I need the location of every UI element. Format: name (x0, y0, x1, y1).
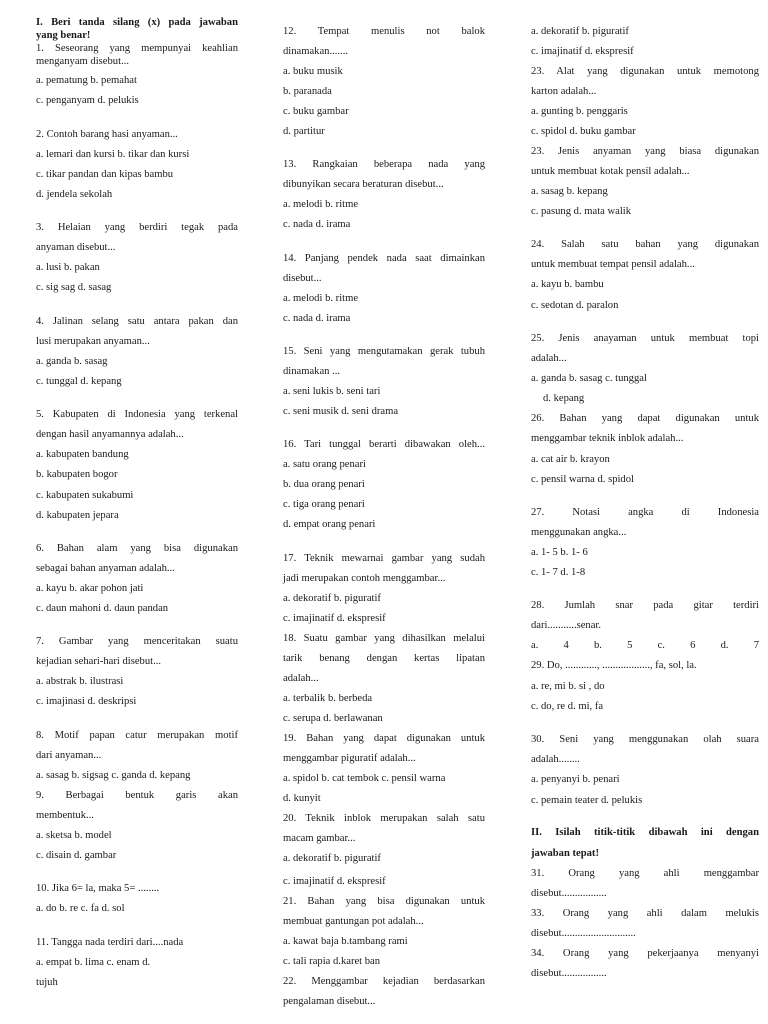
q19-option-d: d. kunyit (283, 793, 321, 804)
q7-options-cd: c. imajinasi d. deskripsi (36, 696, 137, 707)
question-33: 33. Orang yang ahli dalam melukis (531, 908, 759, 919)
q24-options-ab: a. kayu b. bambu (531, 279, 604, 290)
q21-options-ab: a. kawat baja b.tambang rami (283, 936, 408, 947)
q5-option-b: b. kabupaten bogor (36, 469, 118, 480)
q5-option-d: d. kabupaten jepara (36, 510, 119, 521)
q5-option-a: a. kabupaten bandung (36, 449, 129, 460)
q14-options-ab: a. melodi b. ritme (283, 293, 359, 304)
section-2-heading: II. Isilah titik-titik dibawah ini dengan (531, 827, 759, 838)
question-1: 1. Seseorang yang mempunyai keahlian (36, 43, 238, 54)
q16-option-c: c. tiga orang penari (283, 499, 365, 510)
question-7: 7. Gambar yang menceritakan suatu (36, 636, 238, 647)
q18-options-ab: a. terbalik b. berbeda (283, 693, 373, 704)
q22-options-ab: a. dekoratif b. piguratif (531, 26, 629, 37)
question-27: 27. Notasi angka di Indonesia (531, 507, 759, 518)
question-26: 26. Bahan yang dapat digunakan untuk (531, 413, 759, 424)
question-8: 8. Motif papan catur merupakan motif (36, 730, 238, 741)
question-13-cont: dibunyikan secara beraturan disebut... (283, 179, 444, 190)
q25-option-d: d. kepang (543, 393, 585, 404)
question-34-blank: disebut................. (531, 968, 607, 979)
question-12: 12. Tempat menulis not balok (283, 26, 485, 37)
q14-options-cd: c. nada d. irama (283, 313, 351, 324)
q1-options-ab: a. pematung b. pemahat (36, 75, 137, 86)
q12-option-d: d. partitur (283, 126, 325, 137)
q13-options-ab: a. melodi b. ritme (283, 199, 359, 210)
q25-options-abc: a. ganda b. sasag c. tunggal (531, 373, 647, 384)
question-22-cont: pengalaman disebut... (283, 996, 376, 1007)
question-29: 29. Do, ............, .................., fa, sol, la. (531, 660, 697, 671)
q11-option-d: tujuh (36, 977, 58, 988)
question-6: 6. Bahan alam yang bisa digunakan (36, 543, 238, 554)
q22-options-cd: c. imajinatif d. ekspresif (531, 46, 634, 57)
q2-option-d: d. jendela sekolah (36, 189, 113, 200)
q23a-options-cd: c. spidol d. buku gambar (531, 126, 636, 137)
question-28-cont: dari...........senar. (531, 620, 602, 631)
question-24-cont: untuk membuat tempat pensil adalah... (531, 259, 695, 270)
question-31: 31. Orang yang ahli menggambar (531, 868, 759, 879)
question-16: 16. Tari tunggal berarti dibawakan oleh... (283, 439, 485, 450)
question-20-cont: macam gambar... (283, 833, 356, 844)
question-23b: 23. Jenis anyaman yang biasa digunakan (531, 146, 759, 157)
q2-option-c: c. tikar pandan dan kipas bambu (36, 169, 174, 180)
question-30-cont: adalah........ (531, 754, 580, 765)
q29-options-ab: a. re, mi b. si , do (531, 681, 605, 692)
question-17-cont: jadi merupakan contoh menggambar... (283, 573, 446, 584)
q16-option-d: d. empat orang penari (283, 519, 376, 530)
question-23a: 23. Alat yang digunakan untuk memotong (531, 66, 759, 77)
question-9: 9. Berbagai bentuk garis akan (36, 790, 238, 801)
q24-options-cd: c. sedotan d. paralon (531, 300, 619, 311)
q20-options-ab: a. dekoratif b. piguratif (283, 853, 381, 864)
question-10: 10. Jika 6= la, maka 5= ........ (36, 883, 160, 894)
question-11: 11. Tangga nada terdiri dari....nada (36, 937, 184, 948)
q27-options-ab: a. 1- 5 b. 1- 6 (531, 547, 588, 558)
question-23a-cont: karton adalah... (531, 86, 597, 97)
section-1-heading: I. Beri tanda silang (x) pada jawaban (36, 17, 238, 28)
q19-options-abc: a. spidol b. cat tembok c. pensil warna (283, 773, 446, 784)
q8-options: a. sasag b. sigsag c. ganda d. kepang (36, 770, 191, 781)
q2-options-ab: a. lemari dan kursi b. tikar dan kursi (36, 149, 190, 160)
q3-options-cd: c. sig sag d. sasag (36, 282, 112, 293)
question-7-cont: kejadian sehari-hari disebut... (36, 656, 162, 667)
q28-options: a. 4 b. 5 c. 6 d. 7 (531, 640, 759, 651)
question-14-cont: disebut... (283, 273, 322, 284)
q11-options: a. empat b. lima c. enam d. (36, 957, 151, 968)
q5-option-c: c. kabupaten sukabumi (36, 490, 134, 501)
q23a-options-ab: a. gunting b. penggaris (531, 106, 628, 117)
q18-options-cd: c. serupa d. berlawanan (283, 713, 383, 724)
question-30: 30. Seni yang menggunakan olah suara (531, 734, 759, 745)
q4-options-ab: a. ganda b. sasag (36, 356, 108, 367)
q15-options-cd: c. seni musik d. seni drama (283, 406, 399, 417)
q7-options-ab: a. abstrak b. ilustrasi (36, 676, 124, 687)
q13-options-cd: c. nada d. irama (283, 219, 351, 230)
q12-option-b: b. paranada (283, 86, 332, 97)
q15-options-ab: a. seni lukis b. seni tari (283, 386, 381, 397)
q26-options-ab: a. cat air b. krayon (531, 454, 610, 465)
question-15-cont: dinamakan ... (283, 366, 341, 377)
q4-options-cd: c. tunggal d. kepang (36, 376, 122, 387)
question-34: 34. Orang yang pekerjaanya menyanyi (531, 948, 759, 959)
question-17: 17. Teknik mewarnai gambar yang sudah (283, 553, 485, 564)
question-18-cont-2: adalah... (283, 673, 319, 684)
question-24: 24. Salah satu bahan yang digunakan (531, 239, 759, 250)
question-27-cont: menggunakan angka... (531, 527, 627, 538)
question-18: 18. Suatu gambar yang dihasilkan melalui (283, 633, 485, 644)
question-6-cont: sebagai bahan anyaman adalah... (36, 563, 175, 574)
section-1-heading-cont: yang benar! (36, 30, 91, 41)
question-19: 19. Bahan yang dapat digunakan untuk (283, 733, 485, 744)
question-25-cont: adalah... (531, 353, 567, 364)
q20-options-cd: c. imajinatif d. ekspresif (283, 876, 386, 887)
question-4: 4. Jalinan selang satu antara pakan dan (36, 316, 238, 327)
question-5-cont: dengan hasil anyamannya adalah... (36, 429, 184, 440)
question-4-cont: lusi merupakan anyaman... (36, 336, 150, 347)
question-15: 15. Seni yang mengutamakan gerak tubuh (283, 346, 485, 357)
question-13: 13. Rangkaian beberapa nada yang (283, 159, 485, 170)
section-2-heading-cont: jawaban tepat! (531, 848, 599, 859)
question-9-cont: membentuk... (36, 810, 94, 821)
question-28: 28. Jumlah snar pada gitar terdiri (531, 600, 759, 611)
q27-options-cd: c. 1- 7 d. 1-8 (531, 567, 586, 578)
q12-option-a: a. buku musik (283, 66, 343, 77)
q16-option-b: b. dua orang penari (283, 479, 365, 490)
q17-options-cd: c. imajinatif d. ekspresif (283, 613, 386, 624)
q16-option-a: a. satu orang penari (283, 459, 366, 470)
question-14: 14. Panjang pendek nada saat dimainkan (283, 253, 485, 264)
question-21: 21. Bahan yang bisa digunakan untuk (283, 896, 485, 907)
question-33-blank: disebut............................ (531, 928, 636, 939)
question-25: 25. Jenis anayaman untuk membuat topi (531, 333, 759, 344)
q3-options-ab: a. lusi b. pakan (36, 262, 100, 273)
question-20: 20. Teknik inblok merupakan salah satu (283, 813, 485, 824)
q26-options-cd: c. pensil warna d. spidol (531, 474, 634, 485)
q29-options-cd: c. do, re d. mi, fa (531, 701, 604, 712)
question-21-cont: membuat gantungan pot adalah... (283, 916, 424, 927)
question-22: 22. Menggambar kejadian berdasarkan (283, 976, 485, 987)
question-2: 2. Contoh barang hasi anyaman... (36, 129, 178, 140)
q9-options-ab: a. sketsa b. model (36, 830, 112, 841)
q30-options-cd: c. pemain teater d. pelukis (531, 795, 643, 806)
q12-option-c: c. buku gambar (283, 106, 349, 117)
question-3: 3. Helaian yang berdiri tegak pada (36, 222, 238, 233)
question-12-cont: dinamakan....... (283, 46, 349, 57)
q6-options-cd: c. daun mahoni d. daun pandan (36, 603, 169, 614)
q23b-options-ab: a. sasag b. kepang (531, 186, 608, 197)
question-31-blank: disebut................. (531, 888, 607, 899)
question-19-cont: menggambar piguratif adalah... (283, 753, 416, 764)
question-8-cont: dari anyaman... (36, 750, 102, 761)
question-1-cont: menganyam disebut... (36, 56, 129, 67)
q23b-options-cd: c. pasung d. mata walik (531, 206, 632, 217)
q6-options-ab: a. kayu b. akar pohon jati (36, 583, 144, 594)
q9-options-cd: c. disain d. gambar (36, 850, 117, 861)
q21-options-cd: c. tali rapia d.karet ban (283, 956, 381, 967)
question-23b-cont: untuk membuat kotak pensil adalah... (531, 166, 690, 177)
q1-options-cd: c. penganyam d. pelukis (36, 95, 139, 106)
q17-options-ab: a. dekoratif b. piguratif (283, 593, 381, 604)
question-26-cont: menggambar teknik inblok adalah... (531, 433, 684, 444)
question-5: 5. Kabupaten di Indonesia yang terkenal (36, 409, 238, 420)
question-3-cont: anyaman disebut... (36, 242, 116, 253)
q30-options-ab: a. penyanyi b. penari (531, 774, 620, 785)
q10-options: a. do b. re c. fa d. sol (36, 903, 125, 914)
question-18-cont: tarik benang dengan kertas lipatan (283, 653, 485, 664)
